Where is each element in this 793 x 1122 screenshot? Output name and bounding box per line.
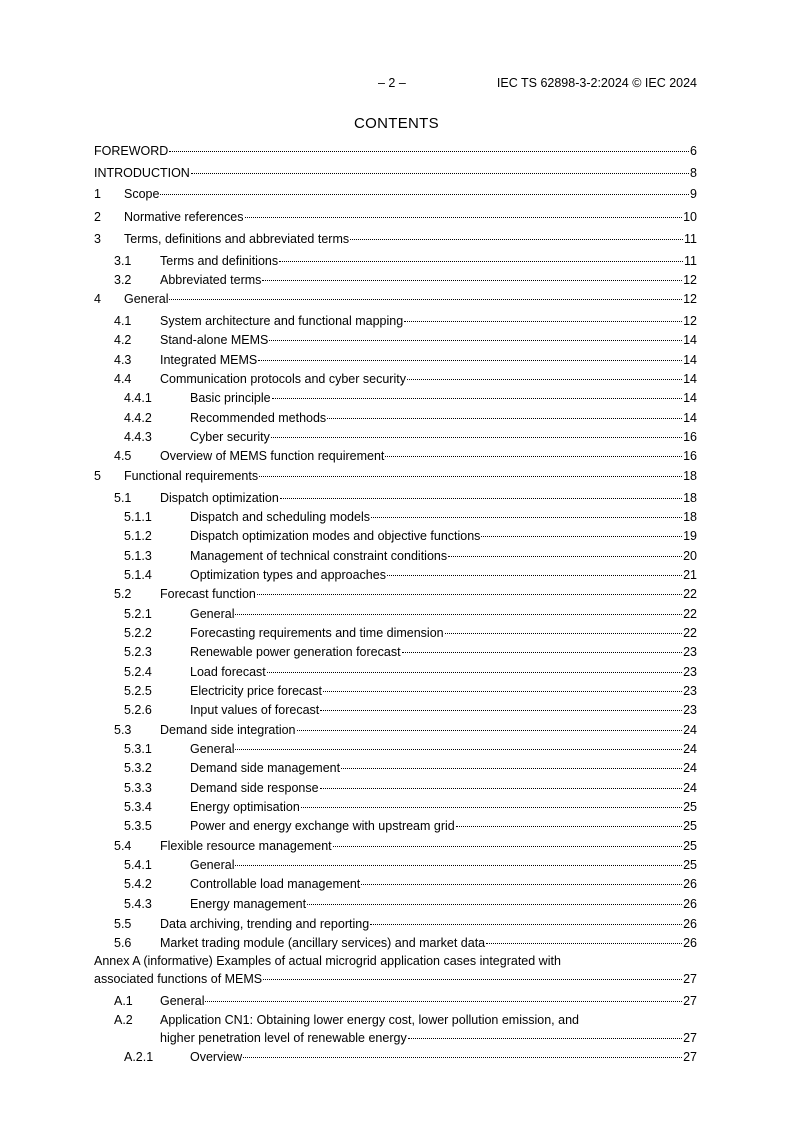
toc-entry-title: Management of technical constraint conditions xyxy=(190,549,448,563)
toc-entry-title: Forecasting requirements and time dimension xyxy=(190,626,444,640)
toc-entry-title: Input values of forecast xyxy=(190,703,320,717)
toc-entry[interactable] xyxy=(94,185,697,204)
toc-entry[interactable] xyxy=(94,682,697,701)
toc-entry-page: 11 xyxy=(684,254,697,268)
toc-entry-title: General xyxy=(160,994,205,1008)
toc-entry-title: Demand side response xyxy=(190,781,319,795)
toc-entry-page: 18 xyxy=(683,491,697,505)
dot-leader xyxy=(402,652,683,653)
toc-entry[interactable] xyxy=(94,643,697,662)
toc-entry-title: Overview of MEMS function requirement xyxy=(160,449,385,463)
toc-entry-page: 19 xyxy=(683,529,697,543)
toc-entry[interactable] xyxy=(94,1048,697,1067)
toc-entry-title: Normative references xyxy=(124,210,244,224)
toc-entry-number: 5.5 xyxy=(114,917,132,931)
toc-entry-number: 5.3.2 xyxy=(124,761,152,775)
toc-entry-title: Load forecast xyxy=(190,665,266,679)
toc-entry[interactable] xyxy=(94,624,697,643)
toc-entry[interactable] xyxy=(94,142,697,161)
toc-entry-number: 4.4.2 xyxy=(124,411,152,425)
toc-entry-title: Controllable load management xyxy=(190,877,361,891)
toc-entry-number: 4.4.1 xyxy=(124,391,152,405)
dot-leader xyxy=(269,340,682,341)
toc-entry-number: 5.4.1 xyxy=(124,858,152,872)
toc-entry[interactable] xyxy=(94,312,697,331)
dot-leader xyxy=(263,979,682,980)
toc-entry[interactable] xyxy=(94,351,697,370)
toc-entry-title: Dispatch and scheduling models xyxy=(190,510,370,524)
dot-leader xyxy=(243,1057,682,1058)
toc-entry-page: 20 xyxy=(683,549,697,563)
toc-entry-page: 24 xyxy=(683,761,697,775)
toc-entry-number: 5.6 xyxy=(114,936,132,950)
toc-annex-a[interactable] xyxy=(94,953,697,989)
dot-leader xyxy=(370,924,682,925)
toc-entry-title: Power and energy exchange with upstream grid xyxy=(190,819,455,833)
toc-entry-title: Functional requirements xyxy=(124,469,259,483)
toc-entry[interactable] xyxy=(94,875,697,894)
toc-entry-title: higher penetration level of renewable energy xyxy=(160,1031,407,1045)
toc-entry-page: 22 xyxy=(683,626,697,640)
annex-title-line1: Annex A (informative) Examples of actual microgrid application cases integrated with xyxy=(94,954,561,968)
dot-leader xyxy=(341,768,682,769)
toc-entry-page: 9 xyxy=(690,187,697,201)
toc-entry[interactable] xyxy=(94,701,697,720)
dot-leader xyxy=(456,826,682,827)
dot-leader xyxy=(280,498,682,499)
toc-entry[interactable] xyxy=(94,164,697,183)
toc-entry-title: System architecture and functional mapping xyxy=(160,314,404,328)
toc-entry-number: 5.2.5 xyxy=(124,684,152,698)
toc-entry-page: 14 xyxy=(683,353,697,367)
toc-entry-number: 5.2.2 xyxy=(124,626,152,640)
toc-entry-number: 5.1.3 xyxy=(124,549,152,563)
toc-entry-number: 3 xyxy=(94,232,101,246)
toc-entry[interactable] xyxy=(94,992,697,1011)
toc-entry-title: Forecast function xyxy=(160,587,256,601)
dot-leader xyxy=(235,614,682,615)
toc-entry-page: 24 xyxy=(683,723,697,737)
toc-entry[interactable] xyxy=(94,915,697,934)
toc-entry-title: Recommended methods xyxy=(190,411,327,425)
toc-entry-title: FOREWORD xyxy=(94,144,169,158)
toc-entry-number: 4.5 xyxy=(114,449,132,463)
dot-leader xyxy=(235,749,682,750)
toc-entry[interactable] xyxy=(94,467,697,486)
toc-entry-page: 14 xyxy=(683,391,697,405)
toc-entry-page: 22 xyxy=(683,587,697,601)
toc-entry[interactable] xyxy=(94,934,697,953)
toc-entry-number: 4.4 xyxy=(114,372,132,386)
toc-entry-page: 18 xyxy=(683,469,697,483)
toc-entry-title: Energy optimisation xyxy=(190,800,300,814)
dot-leader xyxy=(333,846,682,847)
dot-leader xyxy=(267,672,682,673)
toc-entry-number: 5.4.3 xyxy=(124,897,152,911)
toc-entry-number: 1 xyxy=(94,187,101,201)
page-number: – 2 – xyxy=(378,76,406,90)
dot-leader xyxy=(169,151,689,152)
toc-entry-page: 14 xyxy=(683,411,697,425)
toc-entry-title: Electricity price forecast xyxy=(190,684,322,698)
annex-page: 27 xyxy=(683,972,697,986)
toc-entry-title: Basic principle xyxy=(190,391,271,405)
dot-leader xyxy=(160,194,689,195)
toc-entry-title: Data archiving, trending and reporting xyxy=(160,917,370,931)
toc-entry[interactable] xyxy=(94,208,697,227)
toc-entry-title: Dispatch optimization modes and objective functions xyxy=(190,529,481,543)
toc-entry-number: 3.2 xyxy=(114,273,132,287)
dot-leader xyxy=(257,594,682,595)
toc-entry[interactable] xyxy=(94,856,697,875)
toc-entry-title: Demand side integration xyxy=(160,723,296,737)
toc-entry-page: 16 xyxy=(683,430,697,444)
dot-leader xyxy=(404,321,682,322)
toc-entry-number: 4.3 xyxy=(114,353,132,367)
toc-entry-number: A.1 xyxy=(114,994,133,1008)
toc-entry-title: Energy management xyxy=(190,897,307,911)
dot-leader xyxy=(408,1038,682,1039)
dot-leader xyxy=(320,710,682,711)
toc-entry-page: 22 xyxy=(683,607,697,621)
toc-entry[interactable] xyxy=(94,605,697,624)
dot-leader xyxy=(258,360,682,361)
toc-entry-page: 27 xyxy=(683,1031,697,1045)
toc-entry-number: 5.4 xyxy=(114,839,132,853)
dot-leader xyxy=(448,556,682,557)
toc-entry-page: 25 xyxy=(683,800,697,814)
toc-entry[interactable] xyxy=(94,331,697,350)
dot-leader xyxy=(191,173,689,174)
toc-entry[interactable] xyxy=(94,370,697,389)
toc-entry[interactable] xyxy=(94,759,697,778)
toc-entry-page: 12 xyxy=(683,292,697,306)
dot-leader xyxy=(307,904,682,905)
toc-entry-page: 12 xyxy=(683,314,697,328)
dot-leader xyxy=(169,299,682,300)
toc-entry-page: 24 xyxy=(683,781,697,795)
toc-entry[interactable] xyxy=(94,779,697,798)
toc-entry-number: 5.2.3 xyxy=(124,645,152,659)
toc-entry[interactable] xyxy=(94,290,697,309)
toc-entry-page: 26 xyxy=(683,897,697,911)
toc-entry-title: Terms and definitions xyxy=(160,254,279,268)
dot-leader xyxy=(407,379,682,380)
toc-entry-title: Renewable power generation forecast xyxy=(190,645,401,659)
toc-entry-page: 27 xyxy=(683,994,697,1008)
toc-entry-title: Scope xyxy=(124,187,160,201)
toc-entry-number: 5.3.1 xyxy=(124,742,152,756)
toc-entry-title: Dispatch optimization xyxy=(160,491,279,505)
dot-leader xyxy=(327,418,682,419)
dot-leader xyxy=(481,536,682,537)
toc-entry-page: 21 xyxy=(683,568,697,582)
toc-entry-page: 23 xyxy=(683,665,697,679)
toc-entry-number: 4.1 xyxy=(114,314,132,328)
toc-entry[interactable] xyxy=(94,271,697,290)
toc-entry-title: Cyber security xyxy=(190,430,270,444)
dot-leader xyxy=(350,239,683,240)
toc-entry[interactable] xyxy=(94,566,697,585)
toc-entry-number: 5.1.1 xyxy=(124,510,152,524)
toc-entry[interactable] xyxy=(94,409,697,428)
toc-entry[interactable] xyxy=(94,489,697,508)
dot-leader xyxy=(279,261,683,262)
dot-leader xyxy=(235,865,682,866)
toc-entry-number: 5.1 xyxy=(114,491,132,505)
toc-entry-title: Optimization types and approaches xyxy=(190,568,386,582)
dot-leader xyxy=(271,437,682,438)
dot-leader xyxy=(387,575,682,576)
dot-leader xyxy=(445,633,682,634)
toc-entry-title: Terms, definitions and abbreviated terms xyxy=(124,232,350,246)
toc-entry[interactable] xyxy=(94,428,697,447)
dot-leader xyxy=(486,943,682,944)
toc-entry[interactable] xyxy=(94,585,697,604)
toc-entry-number: 5.2.4 xyxy=(124,665,152,679)
toc-entry-title: General xyxy=(190,607,235,621)
annex-title-line2: associated functions of MEMS xyxy=(94,972,263,986)
dot-leader xyxy=(371,517,682,518)
toc-entry[interactable] xyxy=(94,798,697,817)
dot-leader xyxy=(361,884,682,885)
toc-entry-title: Flexible resource management xyxy=(160,839,332,853)
toc-entry-title: Demand side management xyxy=(190,761,341,775)
toc-entry-page: 24 xyxy=(683,742,697,756)
toc-entry[interactable] xyxy=(94,508,697,527)
toc-entry-page: 26 xyxy=(683,917,697,931)
toc-entry-number: 5.4.2 xyxy=(124,877,152,891)
toc-entry[interactable] xyxy=(94,895,697,914)
dot-leader xyxy=(297,730,683,731)
toc-entry-title: Market trading module (ancillary services) and market data xyxy=(160,936,486,950)
toc-entry-page: 25 xyxy=(683,858,697,872)
toc-entry-title: Stand-alone MEMS xyxy=(160,333,269,347)
toc-entry[interactable] xyxy=(94,389,697,408)
toc-entry[interactable] xyxy=(94,527,697,546)
toc-entry-page: 16 xyxy=(683,449,697,463)
toc-entry-number: A.2 xyxy=(114,1013,133,1027)
document-reference: IEC TS 62898-3-2:2024 © IEC 2024 xyxy=(496,76,697,90)
toc-entry[interactable] xyxy=(94,817,697,836)
toc-entry-page: 23 xyxy=(683,645,697,659)
toc-entry[interactable] xyxy=(94,837,697,856)
contents-title: CONTENTS xyxy=(354,115,439,132)
toc-entry-page: 14 xyxy=(683,333,697,347)
toc-entry-number: A.2.1 xyxy=(124,1050,154,1064)
toc-entry-page: 23 xyxy=(683,703,697,717)
toc-entry-number: 5.1.2 xyxy=(124,529,152,543)
toc-entry[interactable] xyxy=(94,252,697,271)
toc-entry-page: 26 xyxy=(683,877,697,891)
toc-entry-title: General xyxy=(190,858,235,872)
toc-entry-page: 27 xyxy=(683,1050,697,1064)
toc-entry-title: Abbreviated terms xyxy=(160,273,262,287)
toc-entry-number: 5.2 xyxy=(114,587,132,601)
toc-entry-number: 5 xyxy=(94,469,101,483)
toc-entry[interactable] xyxy=(94,740,697,759)
toc-entry-page: 25 xyxy=(683,819,697,833)
toc-entry-title: Overview xyxy=(190,1050,243,1064)
toc-entry-number: 2 xyxy=(94,210,101,224)
toc-entry-number: 5.1.4 xyxy=(124,568,152,582)
dot-leader xyxy=(272,398,683,399)
dot-leader xyxy=(301,807,682,808)
toc-entry-page: 26 xyxy=(683,936,697,950)
toc-entry-number: 5.3.5 xyxy=(124,819,152,833)
dot-leader xyxy=(259,476,682,477)
toc-entry-page: 18 xyxy=(683,510,697,524)
toc-entry[interactable] xyxy=(94,447,697,466)
toc-entry-page: 10 xyxy=(683,210,697,224)
toc-entry-page: 25 xyxy=(683,839,697,853)
toc-entry-number: 3.1 xyxy=(114,254,132,268)
toc-entry-number: 4.2 xyxy=(114,333,132,347)
toc-entry-title: General xyxy=(190,742,235,756)
toc-entry-number: 5.2.1 xyxy=(124,607,152,621)
toc-entry-number: 4 xyxy=(94,292,101,306)
dot-leader xyxy=(323,691,682,692)
toc-entry-number: 5.3 xyxy=(114,723,132,737)
toc-entry-page: 12 xyxy=(683,273,697,287)
toc-entry[interactable] xyxy=(94,230,697,249)
toc-entry-title-line1: Application CN1: Obtaining lower energy cost, lower pollution emission, and xyxy=(160,1013,579,1027)
toc-entry[interactable] xyxy=(94,721,697,740)
toc-entry-number: 5.3.4 xyxy=(124,800,152,814)
toc-entry-title: General xyxy=(124,292,169,306)
toc-entry-page: 11 xyxy=(684,232,697,246)
dot-leader xyxy=(245,217,683,218)
dot-leader xyxy=(205,1001,682,1002)
toc-entry[interactable] xyxy=(94,1012,697,1048)
dot-leader xyxy=(385,456,682,457)
toc-entry-page: 23 xyxy=(683,684,697,698)
toc-entry-number: 5.3.3 xyxy=(124,781,152,795)
dot-leader xyxy=(262,280,682,281)
toc-entry-number: 5.2.6 xyxy=(124,703,152,717)
toc-entry-title: INTRODUCTION xyxy=(94,166,190,180)
toc-entry-page: 14 xyxy=(683,372,697,386)
toc-entry-page: 8 xyxy=(690,166,697,180)
toc-entry-title: Communication protocols and cyber security xyxy=(160,372,406,386)
toc-entry[interactable] xyxy=(94,547,697,566)
dot-leader xyxy=(320,788,683,789)
toc-entry[interactable] xyxy=(94,663,697,682)
toc-entry-page: 6 xyxy=(690,144,697,158)
toc-entry-number: 4.4.3 xyxy=(124,430,152,444)
toc-entry-title: Integrated MEMS xyxy=(160,353,258,367)
